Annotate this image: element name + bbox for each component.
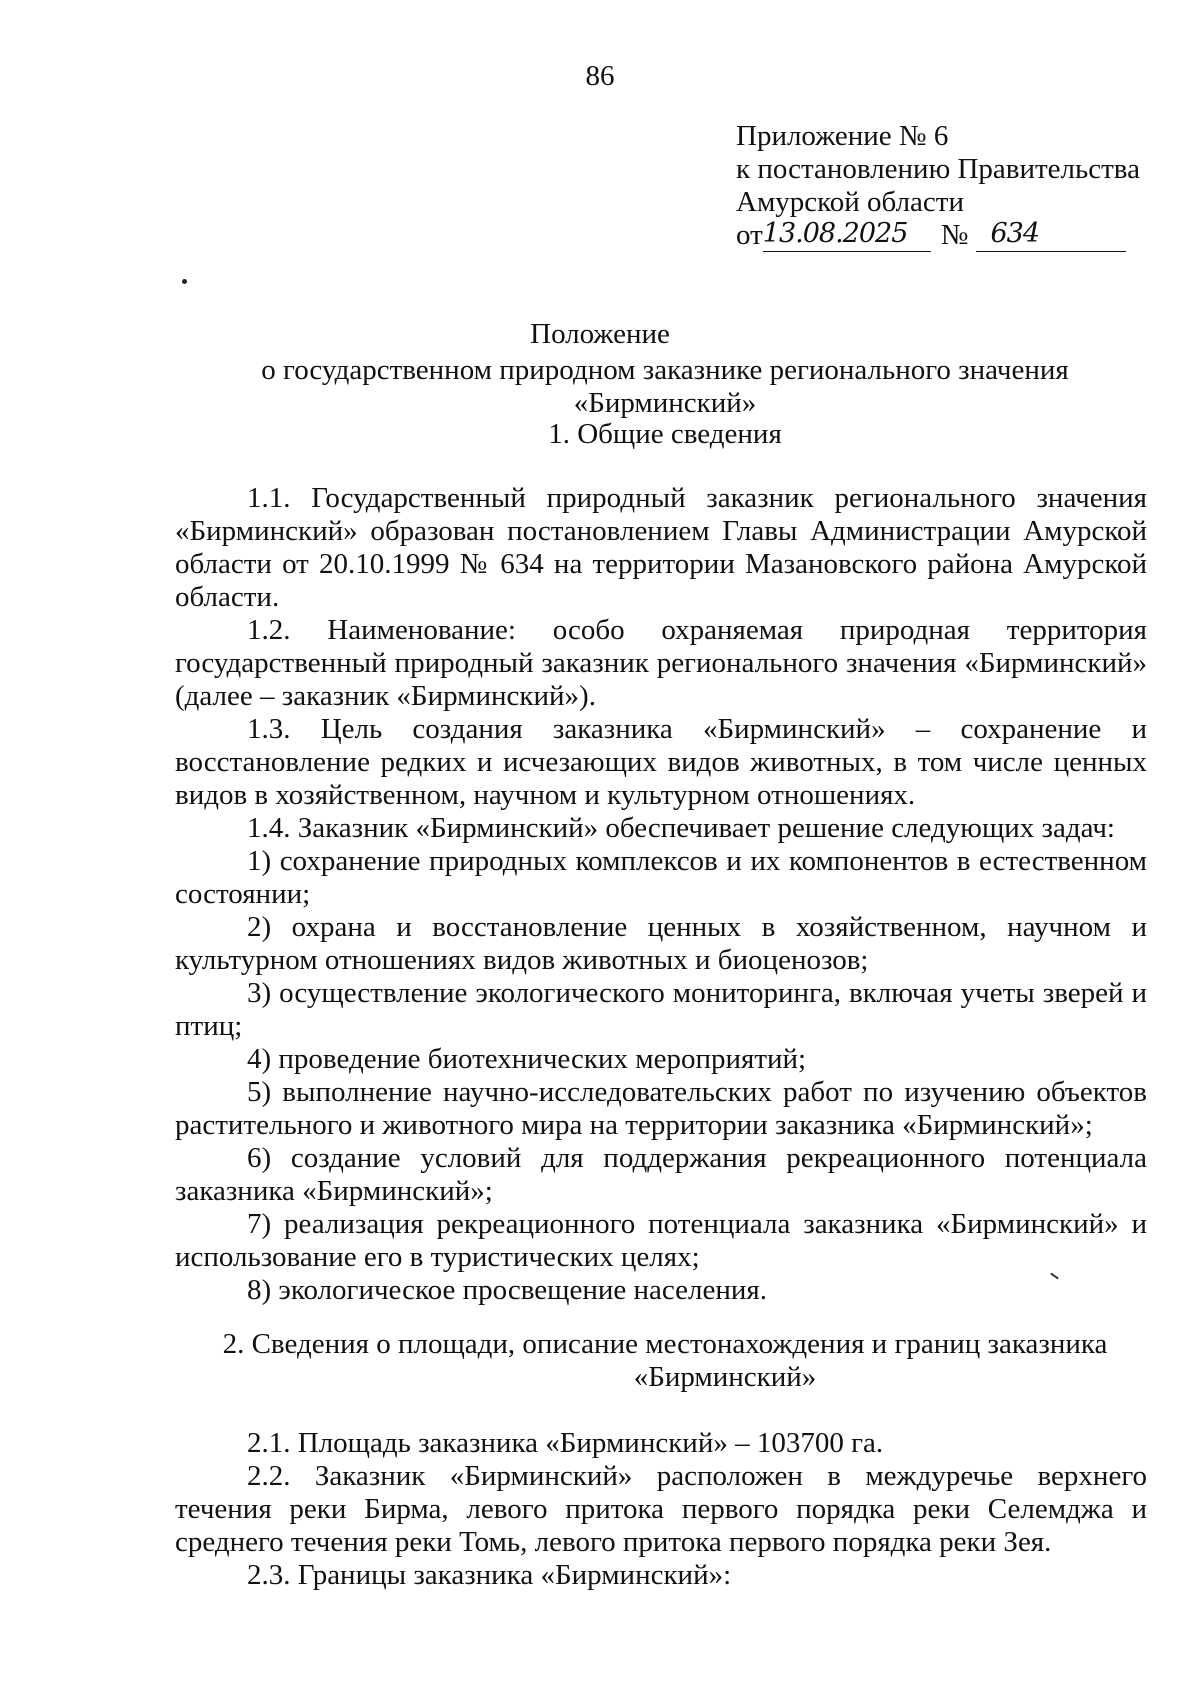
from-label: от (736, 219, 763, 251)
paragraph-1-2: 1.2. Наименование: особо охраняемая природная территория государственный природный заказник регионального значения «Бирминский» (далее – заказник «Бирминский»). (175, 614, 1147, 712)
section-2-heading (175, 1328, 1155, 1394)
task-item-3: 3) осуществление экологического мониторинга, включая учеты зверей и птиц; (175, 977, 1147, 1042)
paragraph-1-3: 1.3. Цель создания заказника «Бирминский» – сохранение и восстановление редких и исчезающих видов животных, в том числе ценных видов в хозяйственном, научном и культурном отношениях. (175, 713, 1147, 811)
handwritten-number: 634 (976, 219, 1126, 252)
task-item-4: 4) проведение биотехнических мероприятий; (247, 1043, 807, 1075)
appendix-block (736, 120, 1166, 252)
task-item-7: 7) реализация рекреационного потенциала заказника «Бирминский» и использование его в туристических целях; (175, 1208, 1147, 1273)
scan-speck (182, 279, 187, 284)
task-item-5: 5) выполнение научно-исследовательских работ по изучению объектов растительного и животного мира на территории заказника «Бирминский»; (175, 1076, 1147, 1141)
document-subtitle: о государственном природном заказнике регионального значения «Бирминский» (261, 354, 1069, 419)
paragraph-2-2: 2.2. Заказник «Бирминский» расположен в междуречье верхнего течения реки Бирма, левого притока первого порядка реки Селемджа и среднего течения реки Томь, левого притока первого порядка реки Зея. (175, 1460, 1147, 1558)
section-2-heading-line-1: 2. Сведения о площади, описание местонахождения и границ заказника (222, 1328, 1108, 1360)
page-number: 86 (585, 60, 615, 92)
paragraph-1-1: 1.1. Государственный природный заказник регионального значения «Бирминский» образован постановлением Главы Администрации Амурской области от 20.10.1999 № 634 на территории Мазановского района Амурской области. (175, 482, 1147, 613)
document-title: Положение (530, 318, 670, 350)
paragraph-1-4: 1.4. Заказник «Бирминский» обеспечивает решение следующих задач: (247, 812, 1115, 844)
appendix-title: Приложение № 6 (736, 120, 949, 152)
handwritten-date: 13.08.2025 (763, 219, 931, 252)
section-2-heading-line-2: «Бирминский» (633, 1361, 817, 1393)
task-item-2: 2) охрана и восстановление ценных в хозяйственном, научном и культурном отношениях видов животных и биоценозов; (175, 911, 1147, 976)
task-item-8: 8) экологическое просвещение населения. (247, 1274, 767, 1306)
section-2-body (175, 1427, 1147, 1592)
section-1-heading: 1. Общие сведения (548, 418, 782, 450)
task-item-1: 1) сохранение природных комплексов и их компонентов в естественном состоянии; (175, 845, 1147, 910)
paragraph-2-1: 2.1. Площадь заказника «Бирминский» – 103700 га. (247, 1427, 884, 1459)
number-label: № (940, 219, 969, 251)
task-item-6: 6) создание условий для поддержания рекреационного потенциала заказника «Бирминский»; (175, 1142, 1147, 1207)
appendix-date-number-row (736, 219, 1166, 252)
appendix-reference: к постановлению Правительства (736, 153, 1140, 185)
paragraph-2-3: 2.3. Границы заказника «Бирминский»: (247, 1559, 732, 1591)
section-1-body (175, 482, 1147, 1307)
appendix-region: Амурской области (736, 186, 964, 218)
